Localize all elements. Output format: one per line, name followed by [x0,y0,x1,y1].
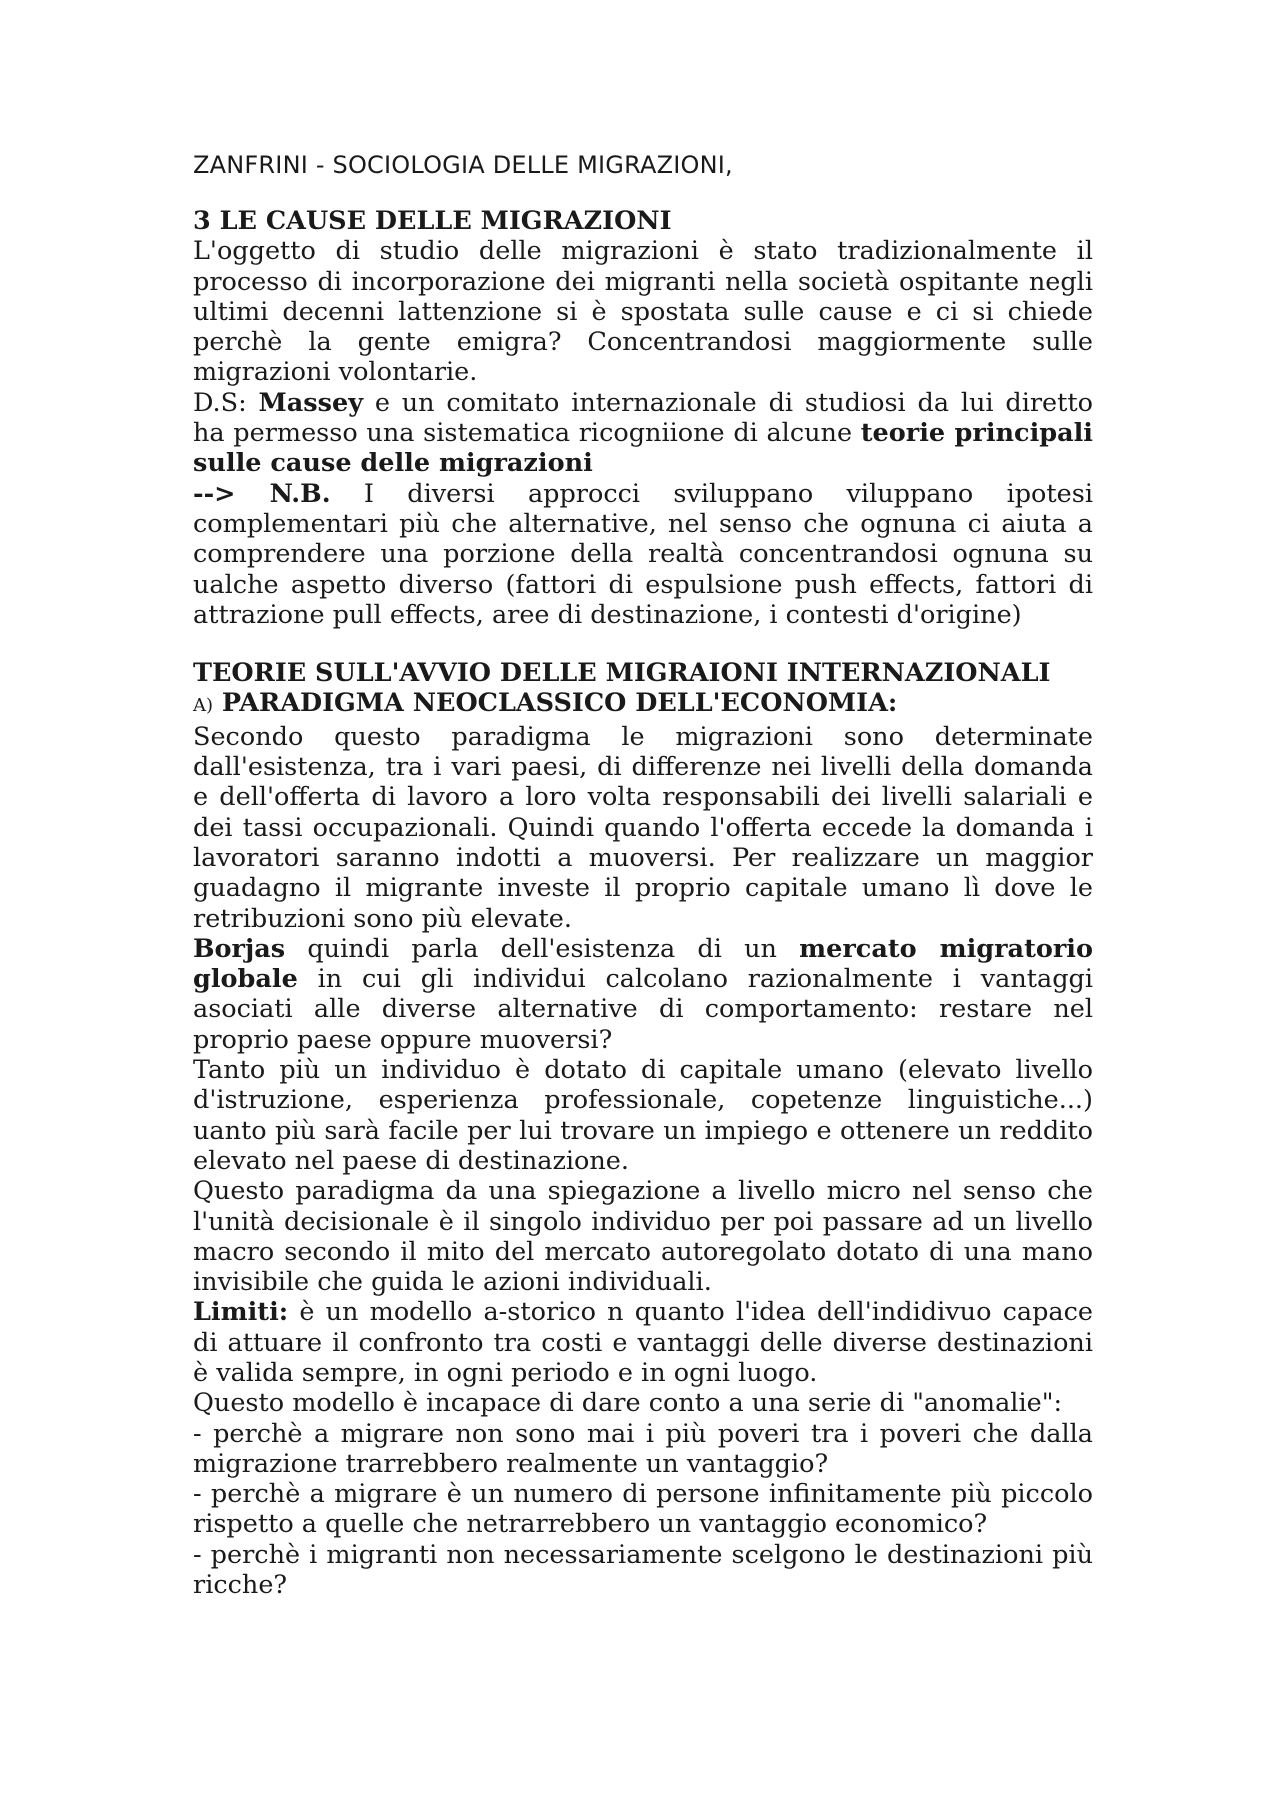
name-borjas: Borjas [193,933,286,964]
paragraph-massey: D.S: Massey e un comitato internazionale di studiosi da lui diretto ha permesso una sistematica ricogniione di alcune teorie principali sulle cause delle migrazioni [193,387,1093,479]
paragraph-oggetto: L'oggetto di studio delle migrazioni è stato tradizionalmente il processo di incorporazione dei migranti nella società ospitante negli ultimi decenni lattenzione si è spostata sulle cause e ci si chiede perchè la gente emigra? Concentrandosi maggiormente sulle migrazioni volontarie. [193,236,1093,388]
paragraph-tanto: Tanto più un individuo è dotato di capitale umano (elevato livello d'istruzione, esperienza professionale, copetenze linguistiche...) uanto più sarà facile per lui trovare un impiego e ottenere un reddito elevato nel paese di destinazione. [193,1055,1093,1176]
section-heading-teorie: TEORIE SULL'AVVIO DELLE MIGRAIONI INTERNAZIONALI [193,658,1051,689]
note-marker: --> N.B. [193,478,331,509]
name-massey: Massey [258,387,364,418]
emphasis-mercato: mercato migratorio globale [193,933,1093,995]
paragraph-limiti: Limiti: è un modello a-storico n quanto l'idea dell'indidivuo capace di attuare il confronto tra costi e vantaggi delle diverse destinazioni è valida sempre, in ogni periodo e in ogni luogo. [193,1297,1093,1388]
paragraph-nb: --> N.B. I diversi approcci sviluppano viluppano ipotesi complementari più che alternative, nel senso che ognuna ci aiuta a comprendere una porzione della realtà concentrandosi ognuna su ualche aspetto diverso (fattori di espulsione push effects, fattori di attrazione pull effects, aree di destinazione, i contesti d'origine) [193,478,1093,630]
list-item: - perchè i migranti non necessariamente scelgono le destinazioni più ricche? [193,1539,1093,1601]
subsection-heading-neoclassico: A) PARADIGMA NEOCLASSICO DELL'ECONOMIA: [193,688,898,719]
list-item: - perchè a migrare non sono mai i più poveri tra i poveri che dalla migrazione trarrebbero realmente un vantaggio? [193,1418,1093,1479]
list-item: - perchè a migrare è un numero di persone infinitamente più piccolo rispetto a quelle che netrarrebbero un vantaggio economico? [193,1479,1093,1540]
paragraph-secondo: Secondo questo paradigma le migrazioni sono determinate dall'esistenza, tra i vari paesi, di differenze nei livelli della domanda e dell'offerta di lavoro a loro volta responsabili dei livelli salariali e dei tassi occupazionali. Quindi quando l'offerta eccede la domanda i lavoratori saranno indotti a muoversi. Per realizzare un maggior guadagno il migrante investe il proprio capitale umano lì dove le retribuzioni sono più elevate. [193,721,1093,934]
paragraph-borjas: Borjas quindi parla dell'esistenza di un mercato migratorio globale in cui gli individui calcolano razionalmente i vantaggi asociati alle diverse alternative di comportamento: restare nel proprio paese oppure muoversi? [193,933,1093,1055]
section-heading-cause: 3 LE CAUSE DELLE MIGRAZIONI [193,206,672,236]
label-limiti: Limiti: [193,1297,289,1328]
document-title: ZANFRINI - SOCIOLOGIA DELLE MIGRAZIONI, [193,151,733,179]
emphasis-teorie: teorie principali sulle cause delle migrazioni [193,418,1093,479]
paragraph-micro-macro: Questo paradigma da una spiegazione a livello micro nel senso che l'unità decisionale è il singolo individuo per poi passare ad un livello macro secondo il mito del mercato autoregolato dotato di una mano invisibile che guida le azioni individuali. [193,1176,1093,1298]
document-page [193,150,1093,1600]
paragraph-anomalie: Questo modello è incapace di dare conto a una serie di "anomalie": [193,1388,1063,1419]
